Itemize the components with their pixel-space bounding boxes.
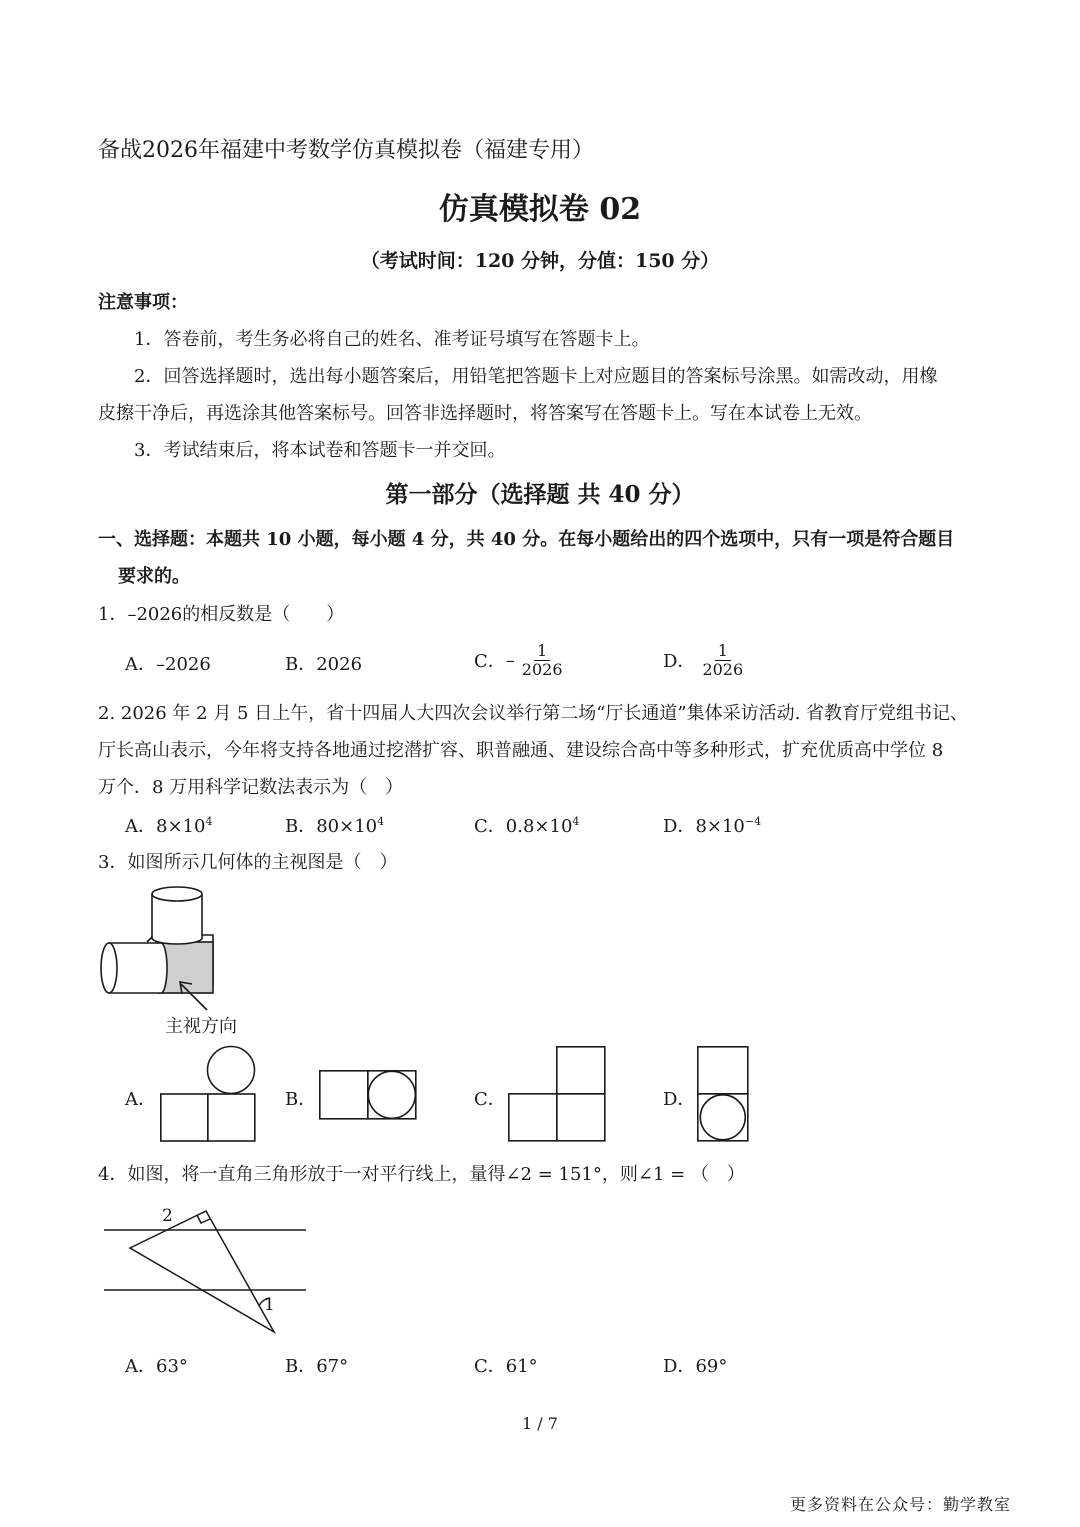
q2-stem-line: 万个．8 万用科学记数法表示为（ ）: [98, 777, 404, 798]
q3-option-d-figure: [697, 1046, 749, 1142]
paper-title: 仿真模拟卷 02: [438, 192, 642, 227]
option-label: B．: [285, 1356, 317, 1377]
fraction-numerator: 1: [534, 642, 550, 661]
fraction: [519, 642, 566, 679]
q4-option-a: [125, 1352, 188, 1378]
option-label: C．: [474, 651, 506, 672]
fraction-denominator: 2026: [702, 659, 744, 679]
option-label: D．: [663, 1356, 696, 1377]
right-triangle: [130, 1211, 274, 1332]
q1-option-a: [125, 650, 211, 676]
option-value: –2026: [156, 654, 211, 675]
q4-option-b: [285, 1352, 348, 1378]
right-angle-mark: [197, 1215, 210, 1223]
notice-heading: 注意事项：: [98, 292, 188, 313]
q3-option-c-label: C．: [474, 1089, 506, 1110]
q3-option-d-label: D．: [663, 1089, 696, 1110]
q3-option-a-figure: [160, 1046, 256, 1142]
option-label: B．: [285, 654, 317, 675]
fraction-denominator: 2026: [521, 659, 563, 679]
option-base: 80×10: [316, 816, 378, 837]
q1-option-b: [285, 650, 362, 676]
q3-option-b-figure: [319, 1070, 417, 1120]
option-label: D．: [663, 651, 696, 672]
option-label: A．: [125, 816, 156, 837]
option-exponent: 4: [205, 815, 213, 828]
option-exponent: 4: [572, 815, 580, 828]
q2-option-b: [285, 812, 384, 838]
option-label: A．: [125, 654, 156, 675]
option-exponent: −4: [744, 815, 762, 828]
option-label: D．: [663, 816, 696, 837]
fraction-numerator: 1: [715, 642, 731, 661]
q2-stem-line: 厅长高山表示，今年将支持各地通过挖潜扩容、职普融通、建设综合高中等多种形式，扩充优质高中学位 8: [98, 740, 944, 761]
series-title: 备战2026年福建中考数学仿真模拟卷（福建专用）: [98, 138, 594, 163]
option-value: 63°: [156, 1356, 188, 1377]
option-label: C．: [474, 816, 506, 837]
q2-option-a: [125, 812, 212, 838]
q3-option-a-label: A．: [125, 1089, 156, 1110]
exam-info: （考试时间：120 分钟，分值：150 分）: [360, 250, 720, 272]
option-exponent: 4: [377, 815, 385, 828]
option-value: 67°: [316, 1356, 349, 1377]
option-label: C．: [474, 1356, 506, 1377]
option-label: A．: [125, 1356, 156, 1377]
angle-1-label: 1: [264, 1295, 275, 1315]
notice-item-continued: 皮擦干净后，再选涂其他答案标号。回答非选择题时，将答案写在答题卡上。写在本试卷上无效。: [98, 403, 872, 424]
side-cylinder-end: [101, 943, 117, 993]
part1-instruction: 一、选择题：本题共 10 小题，每小题 4 分，共 40 分。在每小题给出的四个选项中，只有一项是符合题目: [98, 529, 955, 550]
watermark-text: 更多资料在公众号：勤学教室: [790, 1495, 1012, 1514]
part1-title: 第一部分（选择题 共 40 分）: [385, 481, 695, 508]
option-base: 0.8×10: [505, 816, 573, 837]
notice-item: 3．考试结束后，将本试卷和答题卡一并交回。: [134, 440, 506, 461]
option-value: 61°: [505, 1356, 538, 1377]
fraction: [699, 642, 746, 679]
angle-2-label: 2: [162, 1206, 173, 1226]
q4-option-c: [474, 1352, 538, 1378]
q3-stem: 3．如图所示几何体的主视图是（ ）: [98, 852, 398, 873]
q4-stem: 4．如图，将一直角三角形放于一对平行线上，量得∠2 = 151°，则∠1 = （ ）: [98, 1164, 745, 1185]
top-cylinder-top: [152, 887, 202, 901]
option-label: B．: [285, 816, 317, 837]
q3-option-b-label: B．: [285, 1089, 317, 1110]
q4-option-d: [663, 1352, 727, 1378]
q1-option-d: [663, 636, 746, 684]
notice-item: 1．答卷前，考生务必将自己的姓名、准考证号填写在答题卡上。: [134, 329, 650, 350]
option-value: 2026: [316, 654, 363, 675]
q4-triangle-figure: [100, 1200, 310, 1340]
q3-option-c-figure: [508, 1046, 606, 1142]
q2-option-d: [663, 812, 761, 838]
q1-option-c: [474, 636, 566, 684]
minus-sign: –: [505, 649, 515, 671]
notice-item: 2．回答选择题时，选出每小题答案后，用铅笔把答题卡上对应题目的答案标号涂黑。如需改动，用橡: [134, 366, 938, 387]
option-base: 8×10: [156, 816, 206, 837]
option-base: 8×10: [695, 816, 745, 837]
q1-stem: 1．–2026的相反数是（ ）: [98, 604, 345, 625]
page-number: 1 / 7: [522, 1414, 558, 1433]
view-direction-label: 主视方向: [165, 1016, 237, 1037]
q2-option-c: [474, 812, 579, 838]
part1-instruction-continued: 要求的。: [118, 566, 190, 587]
option-value: 69°: [695, 1356, 728, 1377]
q2-stem-line: 2. 2026 年 2 月 5 日上午，省十四届人大四次会议举行第二场“厅长通道”集体采访活动. 省教育厅党组书记、: [98, 703, 969, 724]
